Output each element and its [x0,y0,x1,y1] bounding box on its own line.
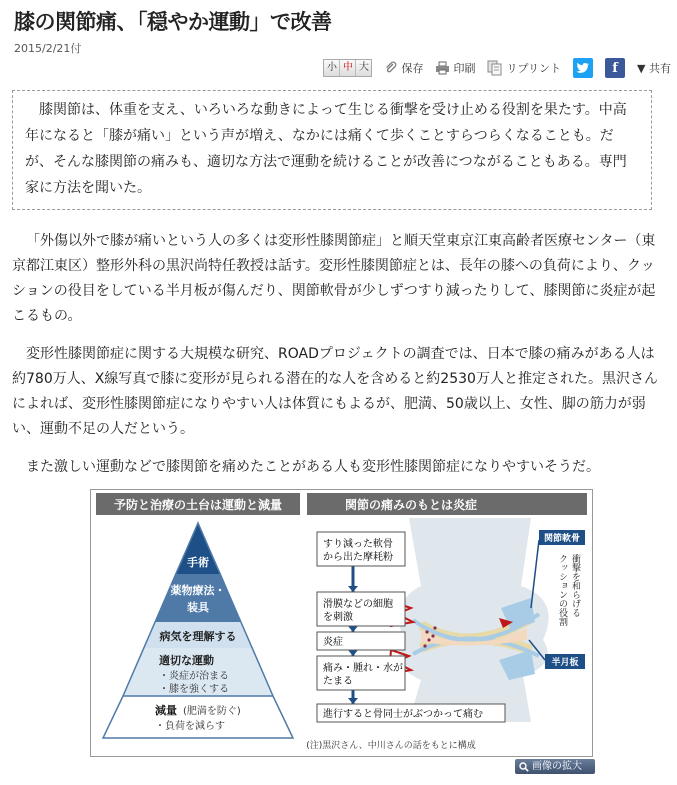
body-paragraph-1: 「外傷以外で膝が痛いという人の多くは変形性膝関節症」と順天堂東京江東高齢者医療センター（東京都江東区）整形外科の黒沢尚特任教授は話す。変形性膝関節症とは、長年の膝への負荷により、クッションの役目をしている半月板が傷んだり、関節軟骨が少しずつすり減ったりして、膝関節に炎症が起こるもの。 [12,233,656,324]
lead-paragraph: 膝関節は、体重を支え、いろいろな動きによって生じる衝撃を受け止める役割を果たす。中高年になると「膝が痛い」という声が増え、なかには痛くて歩くことすらつらくなることも。だが、そんな膝関節の痛みも、適切な方法で運動を続けることが改善につながることもある。専門家に方法を聞いた。 [25,102,627,196]
twitter-bird-icon [576,62,590,74]
pyramid-exercise-item-2: ・膝を強くする [159,684,229,695]
print-label: 印刷 [453,62,476,75]
cartilage-desc-1: 衝撃を和らげる [570,554,580,617]
pyramid-weight-loss-item: ・負荷を減らす [155,721,225,732]
facebook-icon: f [612,60,618,76]
left-panel-title: 予防と治療の土台は運動と減量 [113,498,283,512]
font-size-medium-button[interactable]: 中 [340,60,356,76]
svg-text:たまる: たまる [323,676,353,687]
article-date: 2015/2/21付 [14,42,82,55]
pyramid-label-medication-1: 薬物療法・ [170,584,226,597]
treatment-pyramid [103,523,293,738]
share-menu-button[interactable]: ▼ 共有 [637,62,671,75]
knee-joint-illustration [389,518,549,722]
font-size-large-button[interactable]: 大 [356,60,371,76]
pyramid-label-understanding: 病気を理解する [159,630,237,643]
article-figure[interactable] [90,489,593,757]
save-button[interactable] [384,60,423,76]
svg-text:から出た摩耗粉: から出た摩耗粉 [323,552,393,563]
meniscus-label: 半月板 [551,658,579,668]
print-button[interactable] [435,60,475,76]
article-toolbar [323,58,671,78]
pyramid-tier-medication [155,574,241,622]
pyramid-exercise-item-1: ・炎症が治まる [159,671,229,682]
zoom-image-button[interactable] [515,759,595,774]
svg-text:痛み・腫れ・水が: 痛み・腫れ・水が [323,663,403,674]
twitter-share-button[interactable] [573,58,593,78]
pyramid-weight-loss-note: (肥満を防ぐ) [183,706,241,717]
article-title: 膝の関節痛、「穏やか運動」で改善 [14,10,332,34]
facebook-share-button[interactable] [605,58,625,78]
body-paragraph-2: 変形性膝関節症に関する大規模な研究、ROADプロジェクトの調査では、日本で膝の痛みがある人は約780万人、X線写真で膝に変形が見られる潜在的な人を含めると約2530万人と推定された。黒沢さんによれば、変形性膝関節症になりやすい人は体質にもよるが、肥満、50歳以上、女性、脚の筋力が弱い、運動不足の人だという。 [12,346,658,437]
body-paragraph-3: また激しい運動などで膝関節を痛めたことがある人も変形性膝関節症になりやすいそうだ。 [26,459,600,475]
pyramid-label-surgery: 手術 [187,556,209,569]
pyramid-label-exercise: 適切な運動 [159,654,214,667]
reprint-button[interactable] [487,60,561,76]
svg-text:滑膜などの細胞: 滑膜などの細胞 [323,599,393,610]
right-panel-title: 関節の痛みのもとは炎症 [344,498,478,512]
font-size-selector [323,59,372,77]
zoom-image-label: 画像の拡大 [532,761,582,772]
svg-text:すり減った軟骨: すり減った軟骨 [323,539,393,550]
cartilage-label: 関節軟骨 [543,534,581,544]
documents-icon [487,60,503,76]
figure-note: (注)黒沢さん、中川さんの話をもとに構成 [306,741,476,751]
reprint-label: リプリント [506,62,562,75]
svg-text:進行すると骨同士がぶつかって痛む: 進行すると骨同士がぶつかって痛む [323,709,483,720]
figure-graphic [91,490,592,756]
pyramid-label-weight-loss: 減量 [155,704,177,717]
svg-text:炎症: 炎症 [323,637,343,648]
cartilage-desc-2: クッションの役割 [557,554,567,626]
printer-icon [435,61,450,75]
paperclip-icon [384,61,398,75]
svg-text:を刺激: を刺激 [323,612,353,623]
font-size-small-button[interactable]: 小 [324,60,340,76]
magnifier-icon [519,762,529,772]
pyramid-label-medication-2: 装具 [187,601,209,614]
article-lead-box [12,90,652,210]
save-label: 保存 [401,62,424,75]
